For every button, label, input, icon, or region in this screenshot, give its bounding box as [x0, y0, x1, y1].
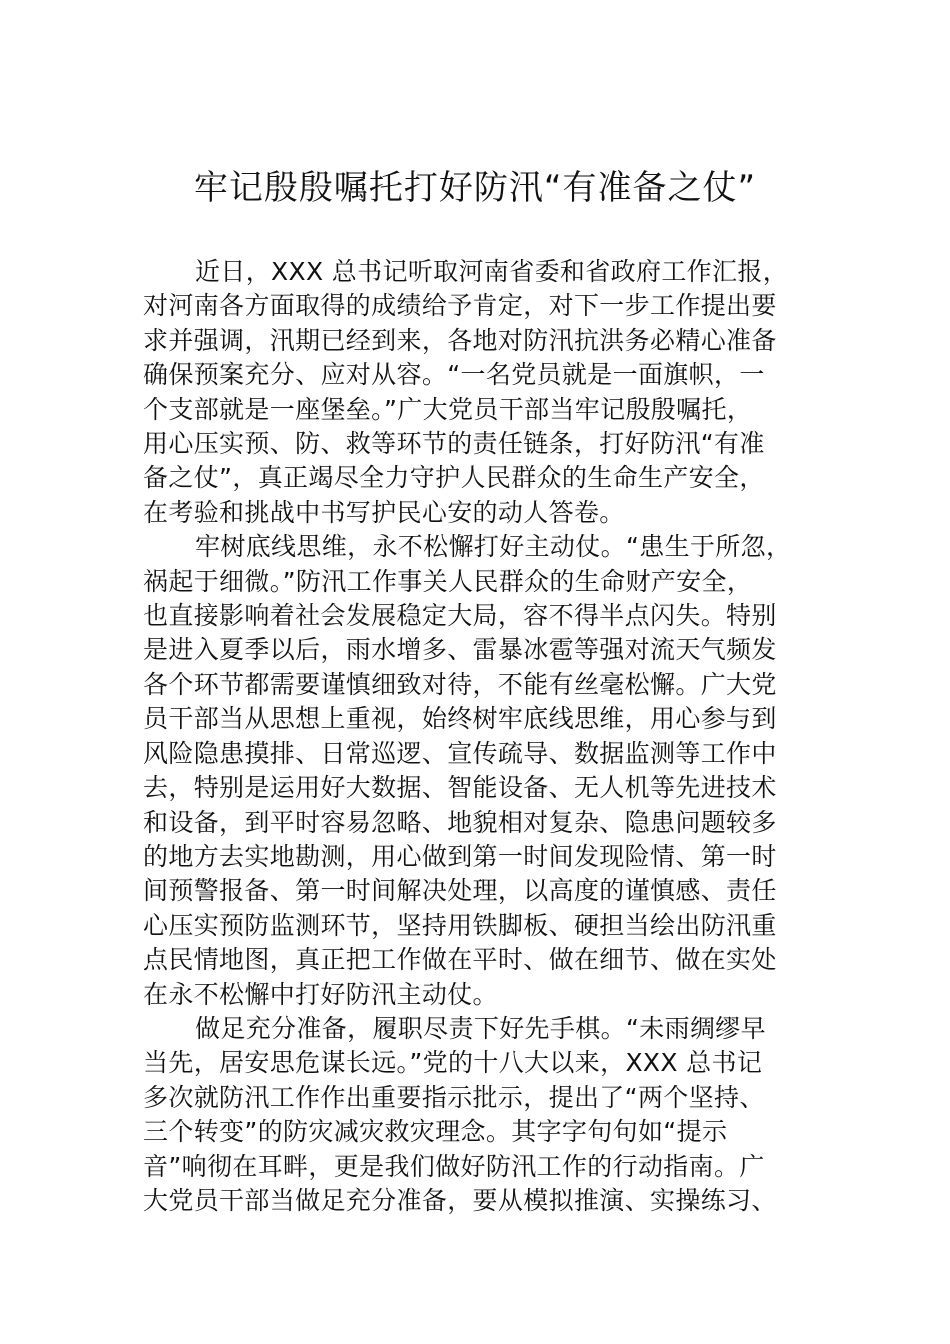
paragraph-2-line: 和设备，到平时容易忽略、地貌相对复杂、隐患问题较多	[143, 807, 777, 837]
paragraph-2-line: 在永不松懈中打好防汛主动仗。	[143, 979, 498, 1009]
paragraph-3-line: 做足充分准备，履职尽责下好先手棋。“未雨绸缪早	[195, 1013, 767, 1043]
paragraph-2-line: 牢树底线思维，永不松懈打好主动仗。“患生于所忽，	[195, 532, 792, 562]
paragraph-1-line: 近日，XXX 总书记听取河南省委和省政府工作汇报，	[195, 257, 789, 286]
paragraph-3-line: 音”响彻在耳畔，更是我们做好防汛工作的行动指南。广	[143, 1151, 765, 1181]
paragraph-1-line: 求并强调，汛期已经到来，各地对防汛抗洪务必精心准备	[143, 325, 777, 355]
paragraph-2-line: 各个环节都需要谨慎细致对待，不能有丝毫松懈。广大党	[143, 669, 777, 699]
document-title: 牢记殷殷嘱托打好防汛“有准备之仗”	[193, 168, 757, 208]
paragraph-3-line: 当先，居安思危谋长远。”党的十八大以来，XXX 总书记	[143, 1048, 763, 1078]
paragraph-2-line: 心压实预防监测环节，坚持用铁脚板、硬担当绘出防汛重	[143, 910, 777, 940]
paragraph-2-line: 间预警报备、第一时间解决处理，以高度的谨慎感、责任	[143, 876, 777, 906]
paragraph-1-line: 用心压实预、防、救等环节的责任链条，打好防汛“有准	[143, 429, 765, 459]
paragraph-2-line: 祸起于细微。”防汛工作事关人民群众的生命财产安全，	[143, 566, 753, 596]
paragraph-2-line: 是进入夏季以后，雨水增多、雷暴冰雹等强对流天气频发	[143, 635, 777, 665]
paragraph-2-line: 的地方去实地勘测，用心做到第一时间发现险情、第一时	[143, 841, 777, 871]
paragraph-3-line: 大党员干部当做足充分准备，要从模拟推演、实操练习、	[143, 1185, 777, 1215]
paragraph-3-line: 多次就防汛工作作出重要指示批示，提出了“两个坚持、	[143, 1082, 765, 1112]
paragraph-1-line: 个支部就是一座堡垒。”广大党员干部当牢记殷殷嘱托，	[143, 394, 753, 424]
paragraph-1-line: 对河南各方面取得的成绩给予肯定，对下一步工作提出要	[143, 291, 777, 321]
paragraph-1-line: 备之仗”，真正竭尽全力守护人民群众的生命生产安全，	[143, 463, 765, 493]
paragraph-2-line: 去，特别是运用好大数据、智能设备、无人机等先进技术	[143, 773, 777, 803]
paragraph-1-line: 在考验和挑战中书写护民心安的动人答卷。	[143, 497, 625, 527]
paragraph-3-line: 三个转变”的防灾减灾救灾理念。其字字句句如“提示	[143, 1117, 728, 1147]
paragraph-2-line: 也直接影响着社会发展稳定大局，容不得半点闪失。特别	[143, 601, 777, 631]
paragraph-2-line: 风险隐患摸排、日常巡逻、宣传疏导、数据监测等工作中	[143, 738, 777, 768]
document-body	[143, 255, 823, 1218]
paragraph-2-line: 员干部当从思想上重视，始终树牢底线思维，用心参与到	[143, 704, 777, 734]
paragraph-2-line: 点民情地图，真正把工作做在平时、做在细节、做在实处	[143, 945, 777, 975]
paragraph-1-line: 确保预案充分、应对从容。“一名党员就是一面旗帜，一	[143, 360, 765, 390]
